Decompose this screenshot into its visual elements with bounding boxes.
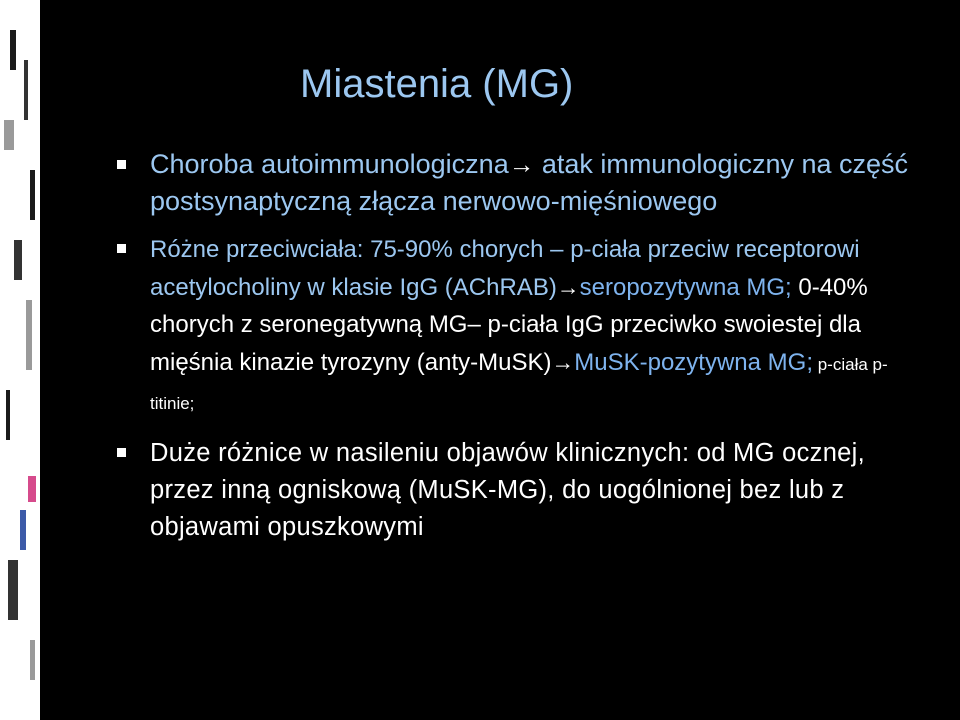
deco-bar [30, 170, 35, 220]
bullet-text-small: p-ciała p-titinie; [150, 354, 888, 413]
bullet-item [112, 146, 912, 219]
bullet-text: Różne przeciwciała: 75-90% chorych – p-ciała przeciw receptorowi acetylocholiny w klasie IgG (AChRAB) [150, 236, 860, 301]
square-bullet-icon [117, 448, 126, 457]
bullet-item [112, 231, 912, 423]
deco-bar [8, 560, 18, 620]
arrow-right-icon: → [551, 348, 575, 375]
deco-bar [30, 640, 35, 680]
arrow-right-icon: → [556, 273, 580, 300]
arrow-right-icon: → [508, 151, 535, 179]
bullet-item [112, 435, 912, 546]
deco-bar [10, 30, 16, 70]
deco-bar [6, 390, 10, 440]
deco-bar [24, 60, 28, 120]
deco-bar [26, 300, 32, 370]
bullet-text: atak immunologiczny na część postsynaptyczną złącza nerwowo-mięśniowego [150, 149, 909, 216]
deco-bar [14, 240, 22, 280]
deco-bar [4, 120, 14, 150]
decorative-bars [0, 0, 40, 720]
square-bullet-icon [117, 244, 126, 253]
highlight-text: seropozytywna MG; [579, 273, 792, 301]
bullet-text: Choroba autoimmunologiczna [150, 149, 509, 179]
bullet-text: Duże różnice w nasileniu objawów klinicznych: od MG ocznej, przez inną ogniskową (MuSK-MG), do uogólnionej bez lub z objawami opuszkowymi [150, 438, 866, 541]
square-bullet-icon [117, 160, 126, 169]
slide-title: Miastenia (MG) [300, 62, 574, 106]
bullet-text: 0-40% chorych z seronegatywną MG– p-ciała IgG przeciwko swoiestej dla mięśnia kinazie tyrozyny (anty-MuSK) [150, 273, 868, 376]
highlight-text: MuSK-pozytywna MG; [574, 348, 813, 376]
bullet-list [112, 146, 912, 558]
deco-accent-bar [20, 510, 26, 550]
deco-accent-bar [28, 476, 36, 502]
